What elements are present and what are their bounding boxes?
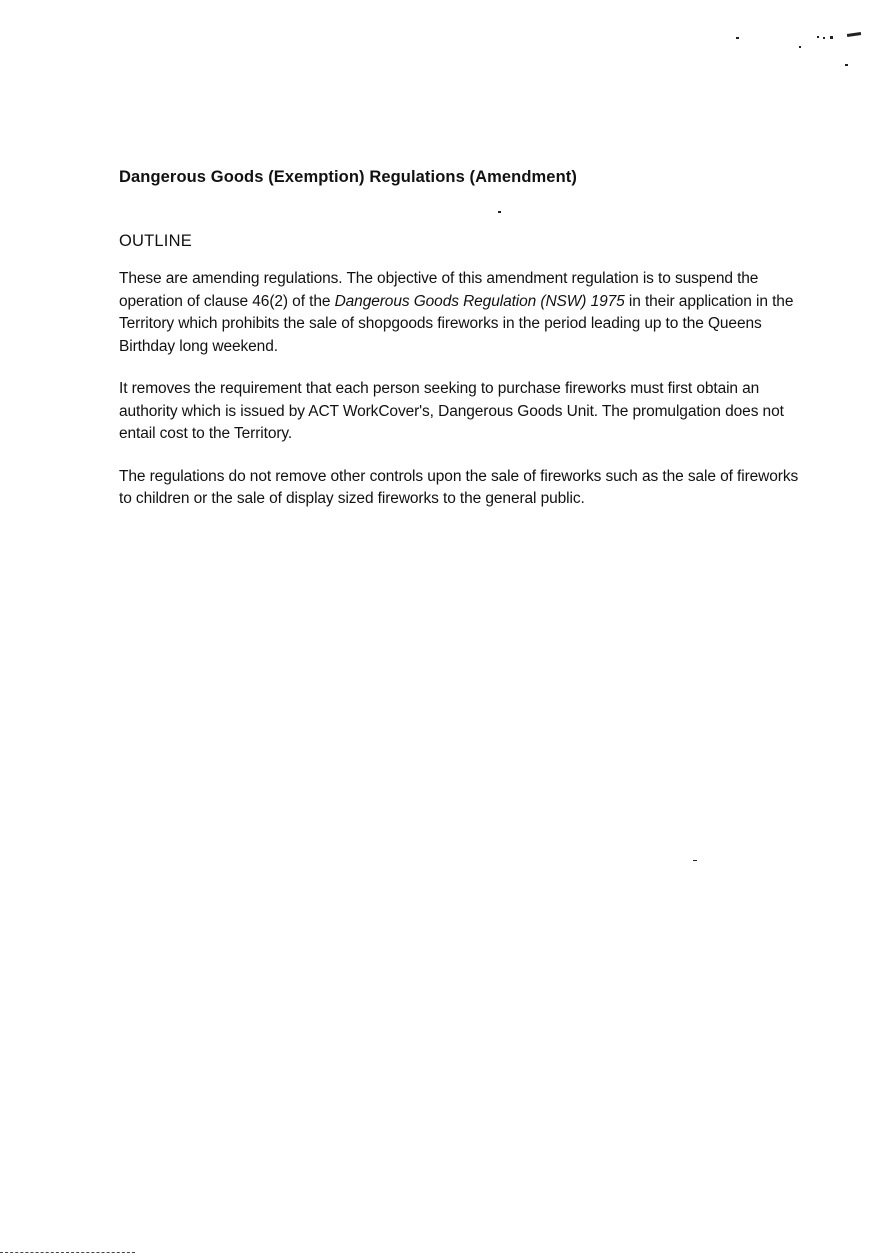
document-body (119, 165, 809, 511)
paragraph-authority: It removes the requirement that each person seeking to purchase fireworks must first obtain an authority which is issued by ACT WorkCover's, Dangerous Goods Unit. The promulgation does not entail cost to the Territory. (119, 380, 784, 442)
scan-speck (693, 860, 697, 861)
scan-speck (845, 64, 848, 66)
scan-speck (823, 37, 825, 39)
scan-speck (847, 32, 861, 37)
regulation-citation: Dangerous Goods Regulation (NSW) 1975 (334, 292, 625, 310)
footer-rule (0, 1252, 135, 1254)
scan-speck (799, 46, 801, 48)
document-title: Dangerous Goods (Exemption) Regulations (Amendment) (119, 168, 577, 186)
paragraph-objective-text-end: in their application in the Territory which prohibits the sale of shopgoods fireworks in the period leading up to the Queens Birthday long weekend. (119, 292, 794, 355)
outline-heading: OUTLINE (119, 232, 192, 250)
paragraph-objective (119, 268, 809, 358)
paragraph-objective-text: These are amending regulations. The objective of this amendment regulation is to suspend the operation of clause 46(2) of the (119, 270, 759, 310)
scan-speck (830, 36, 833, 39)
paragraph-controls: The regulations do not remove other controls upon the sale of fireworks such as the sale of fireworks to children or the sale of display sized fireworks to the general public. (119, 467, 799, 507)
scan-speck (817, 36, 819, 38)
scan-speck (736, 37, 739, 39)
